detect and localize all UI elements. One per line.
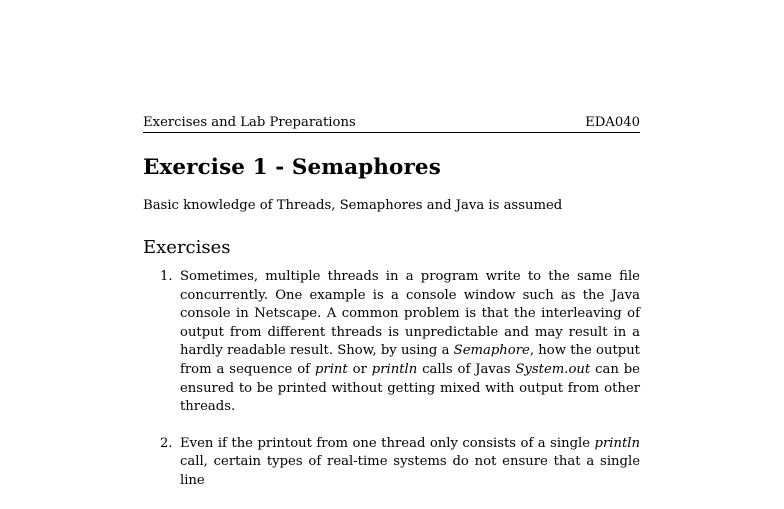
exercise-item — [143, 268, 640, 417]
header-course-code: EDA040 — [585, 115, 640, 130]
exercise-text-segment: println — [594, 435, 640, 451]
running-header — [143, 114, 640, 133]
exercise-text-segment: or — [347, 361, 372, 377]
exercise-text-segment: calls of Javas — [417, 361, 516, 377]
exercise-number: 1. — [160, 269, 173, 284]
exercise-text-segment: Sometimes, multiple threads in a program write to the same file concurrently. One example is a console window such as the Java console in Netscape. A common problem is that the interleaving of output from different threads is unpredictable and may result in a hardly readable result. Show, by using a — [180, 269, 640, 359]
header-course-title: Exercises and Lab Preparations — [143, 115, 356, 130]
prerequisites-note: Basic knowledge of Threads, Semaphores and Java is assumed — [143, 198, 563, 213]
exercise-text-segment: Semaphore — [453, 343, 530, 359]
exercise-text — [180, 435, 640, 491]
exercise-text-segment: System.out — [515, 361, 591, 377]
exercise-text-segment: call, certain types of real-time systems do not ensure that a single line — [180, 454, 640, 488]
exercise-text-segment: can be ensured to be printed without getting mixed with output from other threads. — [180, 361, 640, 415]
exercise-text-segment: print — [314, 361, 348, 377]
exercise-list — [143, 268, 640, 509]
exercise-text — [180, 268, 640, 417]
exercise-item — [143, 435, 640, 491]
page-title: Exercise 1 - Semaphores — [143, 155, 441, 180]
exercise-text-segment: , how the output from a sequence of — [180, 343, 640, 377]
exercise-text-segment: Even if the printout from one thread only consists of a single — [180, 435, 595, 451]
exercise-number: 2. — [160, 435, 173, 451]
exercise-text-segment: println — [371, 361, 418, 377]
section-heading-exercises: Exercises — [143, 237, 231, 258]
